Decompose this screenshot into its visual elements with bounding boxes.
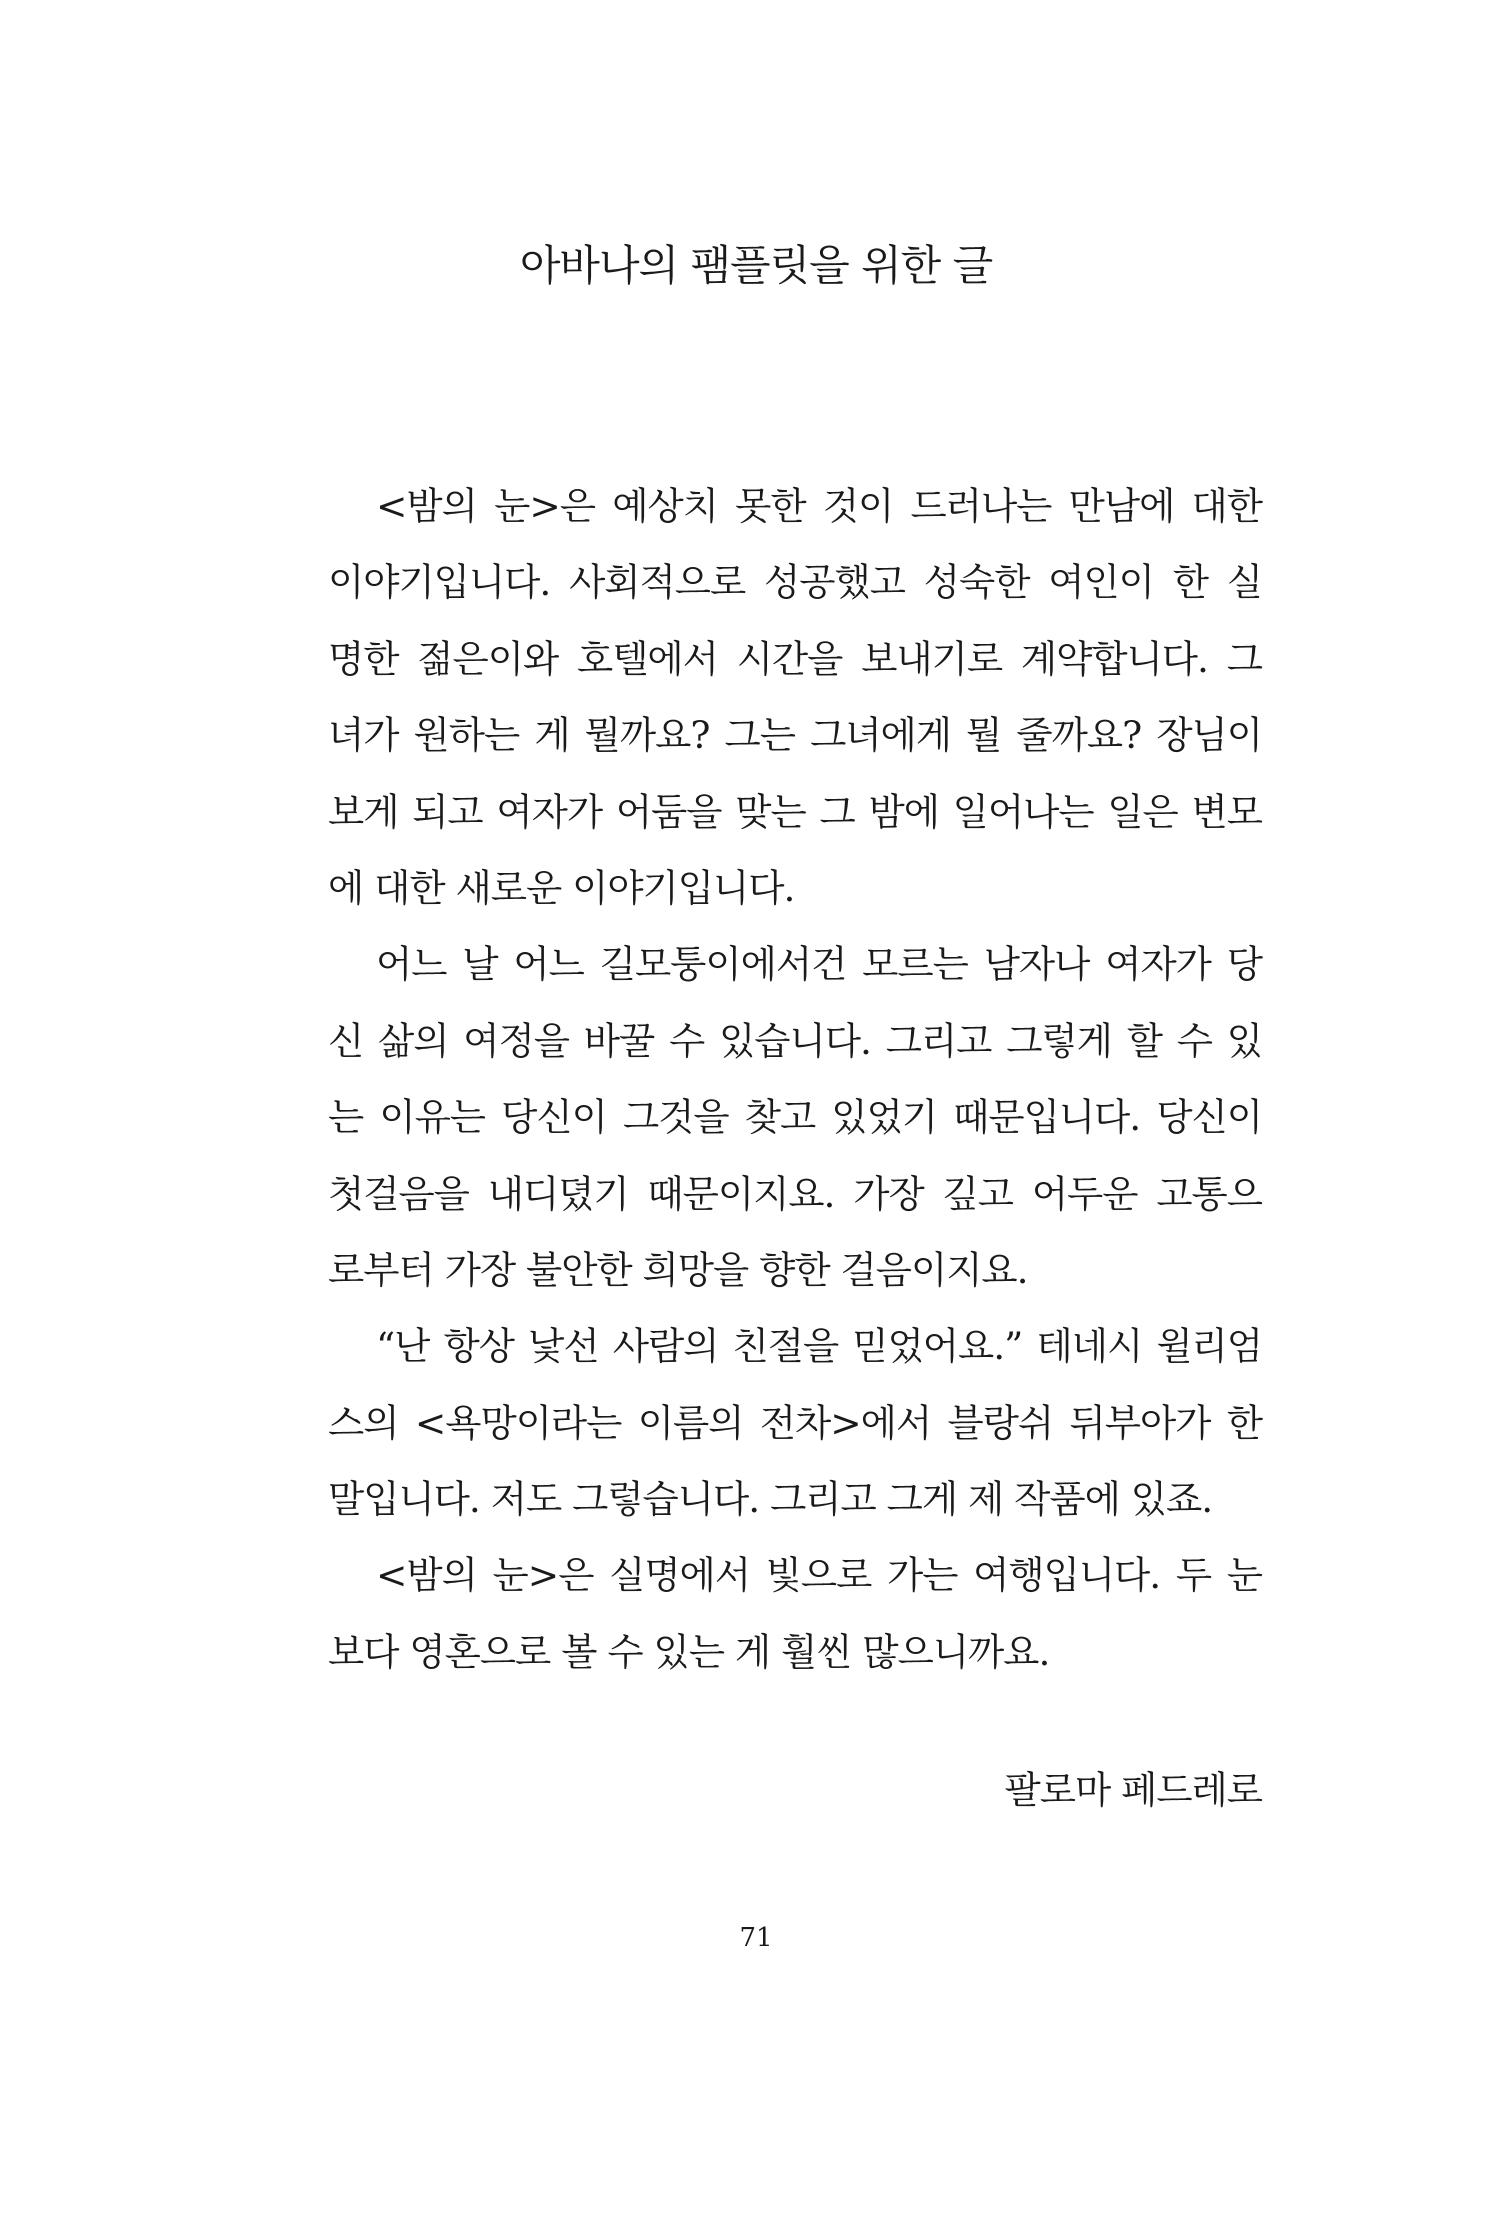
text-line: “난 항상 낯선 사람의 친절을 믿었어요.” 테네시 윌리엄	[376, 1324, 1262, 1369]
page-title: 아바나의 팸플릿을 위한 글	[519, 241, 993, 290]
text-line: 보다 영혼으로 볼 수 있는 게 훨씬 많으니까요.	[328, 1629, 1050, 1674]
text-line: 말입니다. 저도 그렇습니다. 그리고 그게 제 작품에 있죠.	[328, 1477, 1213, 1522]
body-text	[328, 468, 1262, 1690]
paragraph	[328, 1537, 1262, 1690]
text-line: 신 삶의 여정을 바꿀 수 있습니다. 그리고 그렇게 할 수 있	[328, 1018, 1262, 1063]
text-line: 첫걸음을 내디뎠기 때문이지요. 가장 깊고 어두운 고통으	[328, 1171, 1262, 1216]
text-line: <밤의 눈>은 예상치 못한 것이 드러나는 만남에 대한	[376, 484, 1262, 528]
text-line: 에 대한 새로운 이야기입니다.	[328, 865, 795, 910]
text-line: 스의 <욕망이라는 이름의 전차>에서 블랑쉬 뒤부아가 한	[328, 1400, 1262, 1445]
text-line: 로부터 가장 불안한 희망을 향한 걸음이지요.	[328, 1247, 1028, 1292]
paragraph	[328, 1308, 1262, 1537]
text-line: 보게 되고 여자가 어둠을 맞는 그 밤에 일어나는 일은 변모	[328, 789, 1262, 834]
author-signature: 팔로마 페드레로	[1004, 1768, 1262, 1812]
text-line: 명한 젊은이와 호텔에서 시간을 보내기로 계약합니다. 그	[328, 636, 1262, 681]
text-line: 는 이유는 당신이 그것을 찾고 있었기 때문입니다. 당신이	[328, 1095, 1262, 1140]
text-line: 어느 날 어느 길모퉁이에서건 모르는 남자나 여자가 당	[376, 942, 1262, 987]
text-line: <밤의 눈>은 실명에서 빛으로 가는 여행입니다. 두 눈	[376, 1553, 1262, 1598]
text-line: 녀가 원하는 게 뭘까요? 그는 그녀에게 뭘 줄까요? 장님이	[328, 713, 1262, 758]
page-number: 71	[739, 1923, 773, 1953]
paragraph	[328, 926, 1262, 1308]
text-line: 이야기입니다. 사회적으로 성공했고 성숙한 여인이 한 실	[328, 560, 1262, 605]
paragraph	[328, 468, 1262, 926]
